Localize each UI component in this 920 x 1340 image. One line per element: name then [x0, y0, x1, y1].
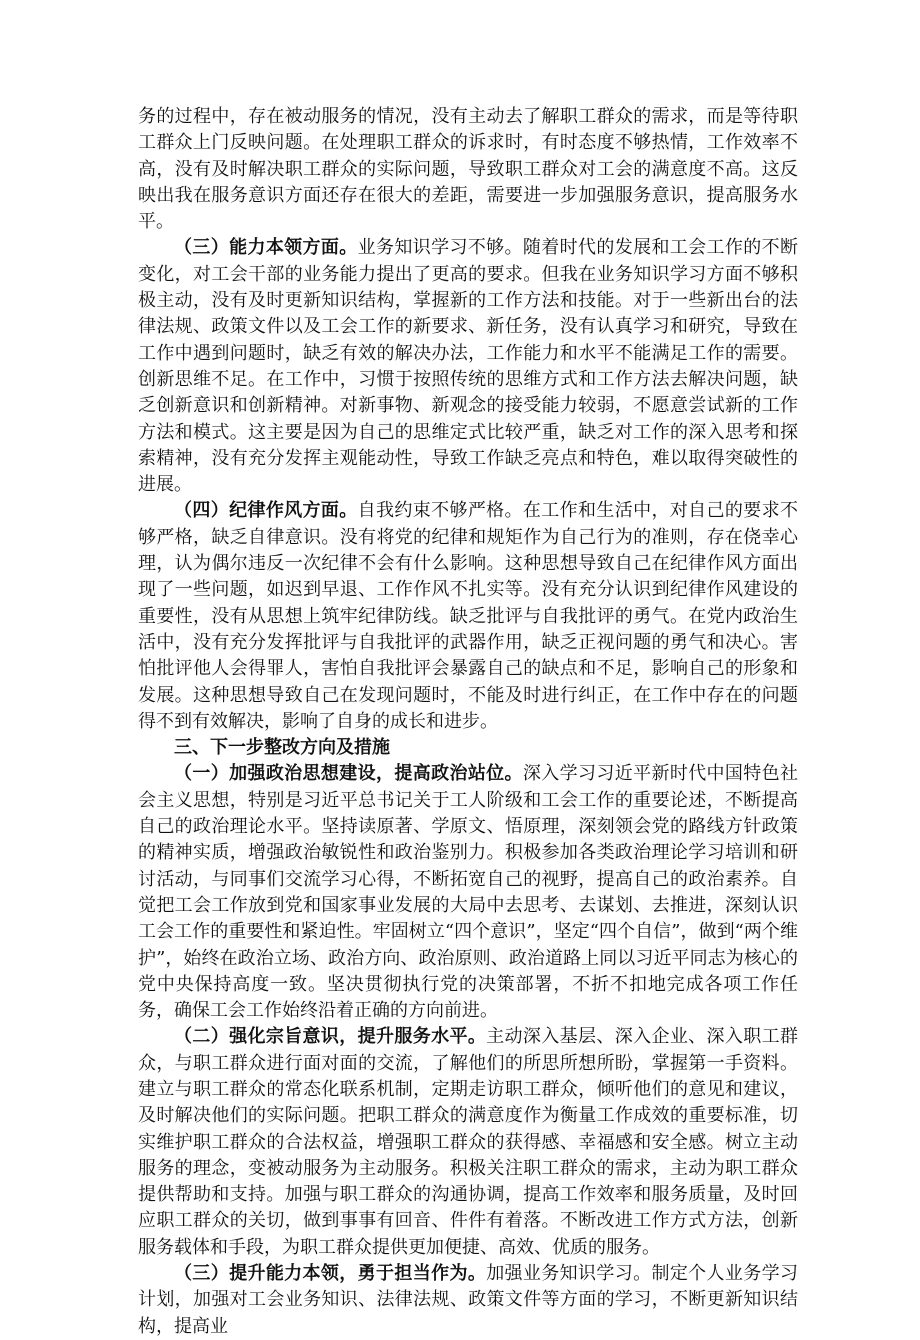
paragraph-text: 自我约束不够严格。在工作和生活中，对自己的要求不够严格，缺乏自律意识。没有将党的纪律和规矩作为自己行为的准则，存在侥幸心理，认为偶尔违反一次纪律不会有什么影响。这种思想导致自己在纪律作风方面出现了一些问题，如迟到早退、工作作风不扎实等。没有充分认识到纪律作风建设的重要性，没有从思想上筑牢纪律防线。缺乏批评与自我批评的勇气。在党内政治生活中，没有充分发挥批评与自我批评的武器作用，缺乏正视问题的勇气和决心。害怕批评他人会得罪人，害怕自我批评会暴露自己的缺点和不足，影响自己的形象和发展。这种思想导致自己在发现问题时，不能及时进行纠正，在工作中存在的问题得不到有效解决，影响了自身的成长和进步。 — [138, 500, 799, 732]
section-heading-rectification — [138, 735, 798, 761]
paragraph-lead: （二）强化宗旨意识，提升服务水平。 — [174, 1026, 487, 1048]
paragraph-text: 务的过程中，存在被动服务的情况，没有主动去了解职工群众的需求，而是等待职工群众上门反映问题。在处理职工群众的诉求时，有时态度不够热情，工作效率不高，没有及时解决职工群众的实际问题，导致职工群众对工会的满意度不高。这反映出我在服务意识方面还存在很大的差距，需要进一步加强服务意识，提高服务水平。 — [138, 106, 798, 233]
paragraph-political — [138, 761, 798, 1024]
paragraph-service-improvement — [138, 1024, 798, 1261]
paragraph-text: 深入学习习近平新时代中国特色社会主义思想，特别是习近平总书记关于工人阶级和工会工作的重要论述，不断提高自己的政治理论水平。坚持读原著、学原文、悟原理，深刻领会党的路线方针政策的精神实质，增强政治敏锐性和政治鉴别力。积极参加各类政治理论学习培训和研讨活动，与同事们交流学习心得，不断拓宽自己的视野，提高自己的政治素养。自觉把工会工作放到党和国家事业发展的大局中去思考、去谋划、去推进，深刻认识工会工作的重要性和紧迫性。牢固树立“四个意识”，坚定“四个自信”，做到“两个维护”，始终在政治立场、政治方向、政治原则、政治道路上同以习近平同志为核心的党中央保持高度一致。坚决贯彻执行党的决策部署，不折不扣地完成各项工作任务，确保工会工作始终沿着正确的方向前进。 — [138, 763, 799, 1022]
section-heading-text: 三、下一步整改方向及措施 — [174, 737, 390, 759]
paragraph-lead: （一）加强政治思想建设，提高政治站位。 — [174, 763, 523, 785]
paragraph-lead: （三）提升能力本领，勇于担当作为。 — [174, 1263, 487, 1285]
paragraph-text: 主动深入基层、深入企业、深入职工群众，与职工群众进行面对面的交流，了解他们的所思所想所盼，掌握第一手资料。建立与职工群众的常态化联系机制，定期走访职工群众，倾听他们的意见和建议，及时解决他们的实际问题。把职工群众的满意度作为衡量工作成效的重要标准，切实维护职工群众的合法权益，增强职工群众的获得感、幸福感和安全感。树立主动服务的理念，变被动服务为主动服务。积极关注职工群众的需求，主动为职工群众提供帮助和支持。加强与职工群众的沟通协调，提高工作效率和服务质量，及时回应职工群众的关切，做到事事有回音、件件有着落。不断改进工作方式方法，创新服务载体和手段，为职工群众提供更加便捷、高效、优质的服务。 — [138, 1026, 799, 1258]
paragraph-discipline — [138, 498, 798, 735]
paragraph-text: 业务知识学习不够。随着时代的发展和工会工作的不断变化，对工会干部的业务能力提出了更高的要求。但我在业务知识学习方面不够积极主动，没有及时更新知识结构，掌握新的工作方法和技能。对于一些新出台的法律法规、政策文件以及工会工作的新要求、新任务，没有认真学习和研究，导致在工作中遇到问题时，缺乏有效的解决办法，工作能力和水平不能满足工作的需要。创新思维不足。在工作中，习惯于按照传统的思维方式和工作方法去解决问题，缺乏创新意识和创新精神。对新事物、新观念的接受能力较弱，不愿意尝试新的工作方法和模式。这主要是因为自己的思维定式比较严重，缺乏对工作的深入思考和探索精神，没有充分发挥主观能动性，导致工作缺乏亮点和特色，难以取得突破性的进展。 — [138, 237, 799, 496]
document-body — [138, 104, 798, 1340]
paragraph-lead: （四）纪律作风方面。 — [174, 500, 358, 522]
paragraph-lead: （三）能力本领方面。 — [174, 237, 358, 259]
paragraph-service-continuation — [138, 104, 798, 235]
paragraph-ability — [138, 235, 798, 498]
paragraph-text: 加强业务知识学习。制定个人业务学习计划，加强对工会业务知识、法律法规、政策文件等方面的学习，不断更新知识结构，提高业 — [138, 1263, 799, 1337]
